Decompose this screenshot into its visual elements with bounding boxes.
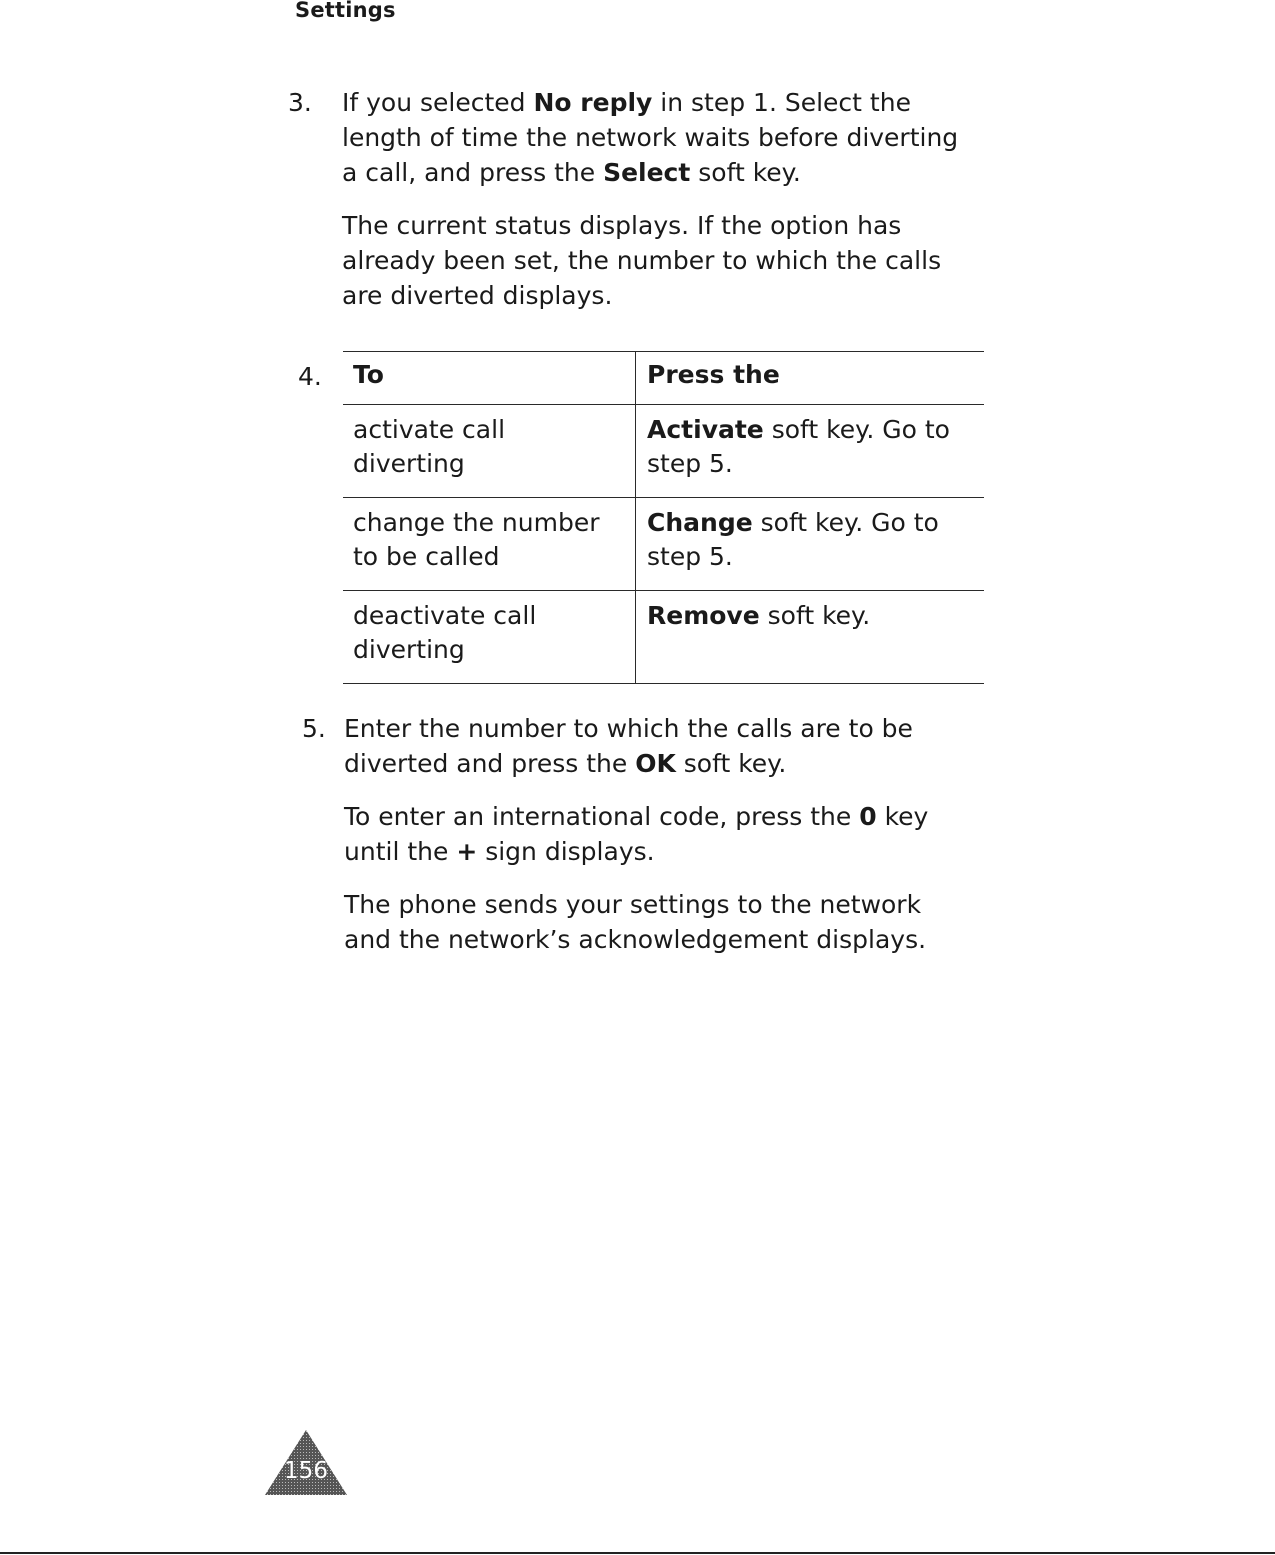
table-cell-key: Remove soft key.: [647, 601, 871, 630]
table-cell-key: Change soft key. Go to step 5.: [647, 508, 939, 571]
step-5-intl-code-note: To enter an international code, press the 0 key until the + sign displays.: [344, 802, 929, 866]
options-table: [343, 351, 984, 684]
table-header-row: [343, 352, 984, 405]
table-row: [343, 591, 984, 684]
page-number-badge: [264, 1428, 348, 1496]
step-5-instruction: Enter the number to which the calls are to be diverted and press the OK soft key.: [344, 714, 913, 778]
step-3-note: The current status displays. If the option has already been set, the number to which the calls are diverted displays.: [342, 211, 942, 310]
table-cell-action: deactivate call diverting: [343, 591, 636, 684]
page-number: 156: [284, 1458, 328, 1484]
step-number: 5.: [302, 714, 326, 743]
bottom-rule: [0, 1552, 1275, 1554]
table-cell-action: change the number to be called: [343, 498, 636, 591]
running-header: Settings: [295, 0, 396, 22]
step-3-instruction: If you selected No reply in step 1. Select the length of time the network waits before diverting a call, and press the Select soft key.: [342, 88, 959, 187]
table-cell-key: Activate soft key. Go to step 5.: [647, 415, 950, 478]
table-row: [343, 405, 984, 498]
step-number: 4.: [298, 362, 322, 391]
table-row: [343, 498, 984, 591]
step-number: 3.: [288, 88, 312, 117]
column-header-press: Press the: [647, 360, 780, 389]
table-cell-action: activate call diverting: [343, 405, 636, 498]
column-header-to: To: [343, 352, 636, 405]
step-5-result-note: The phone sends your settings to the network and the network’s acknowledgement displays.: [344, 890, 927, 954]
